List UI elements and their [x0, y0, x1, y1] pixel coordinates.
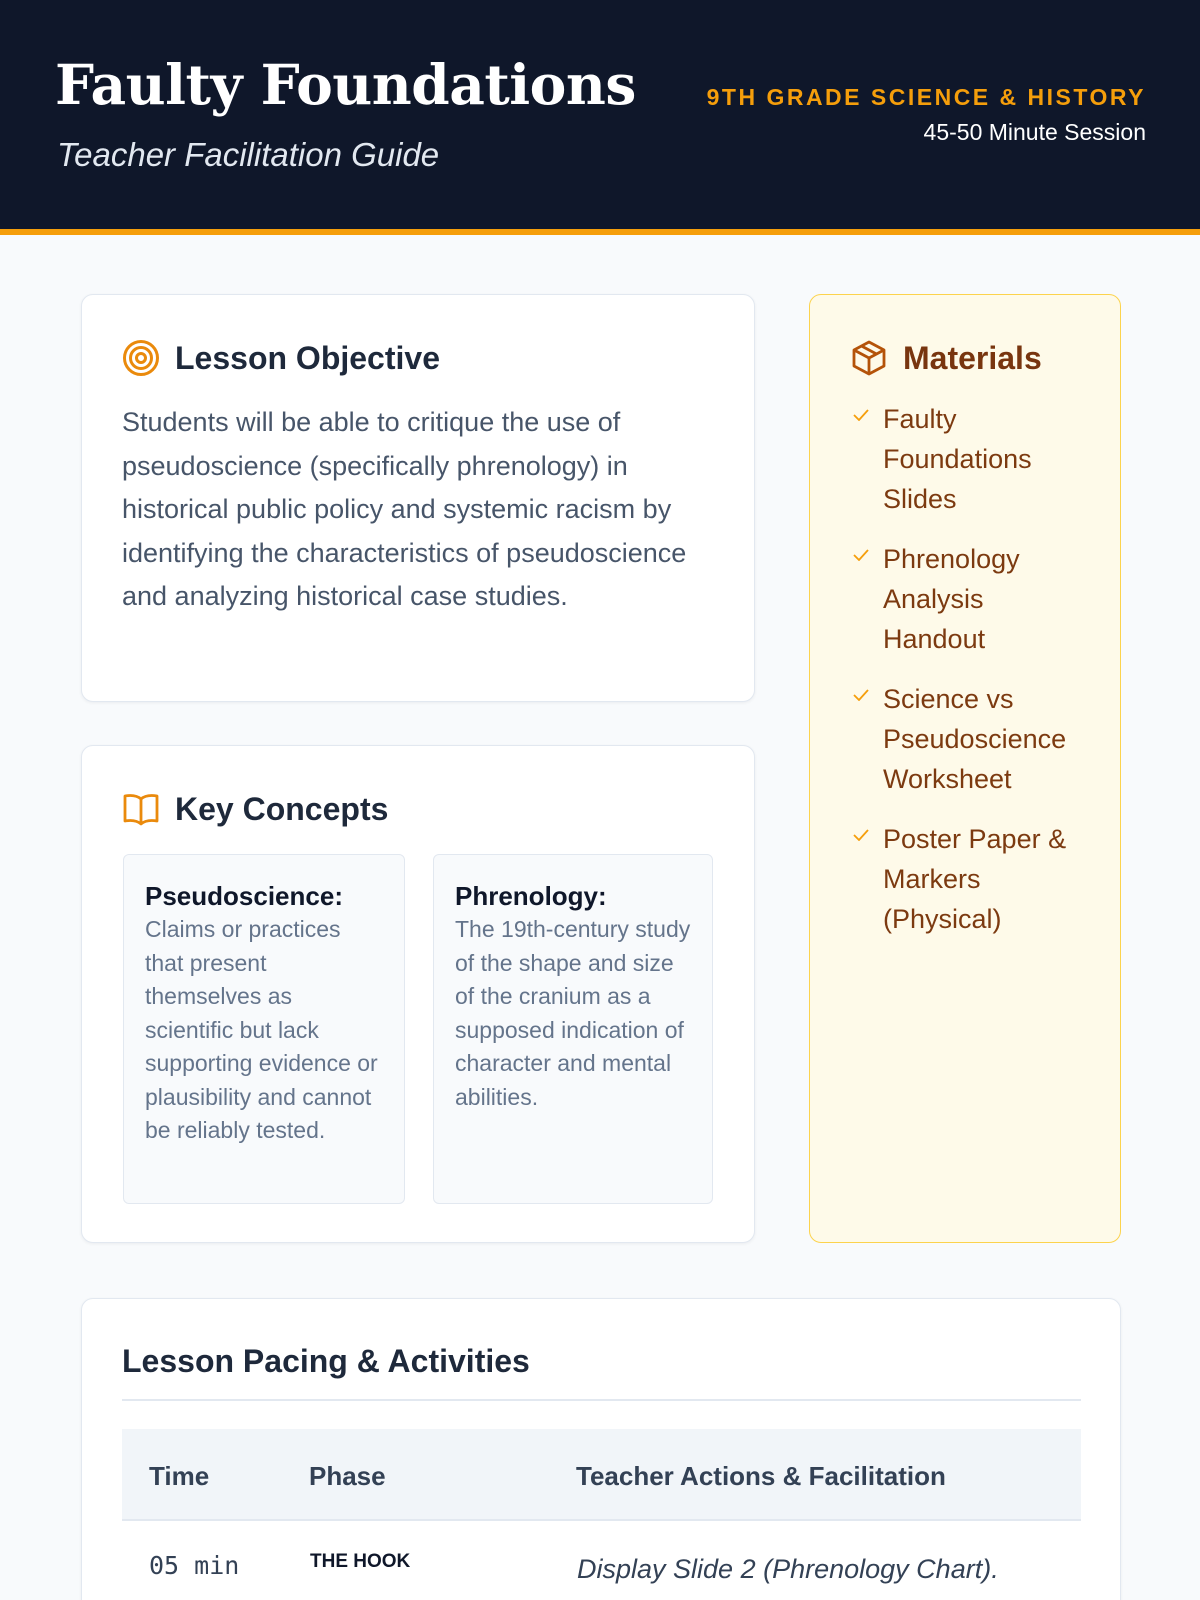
concept-pseudoscience: [123, 854, 405, 1204]
material-label: Phrenology Analysis Handout: [883, 544, 1020, 654]
table-cell-actions: Display Slide 2 (Phrenology Chart).: [577, 1554, 999, 1584]
materials-heading: Materials: [903, 339, 1042, 376]
check-icon: [853, 689, 869, 701]
page-subtitle: Teacher Facilitation Guide: [57, 136, 440, 173]
grade-label: 9TH GRADE SCIENCE & HISTORY: [706, 84, 1146, 110]
objective-heading: Lesson Objective: [175, 339, 440, 376]
concept-definition: Claims or practices that present themselves as scientific but lack supporting evidence or plausibility and cannot be reliably tested.: [145, 916, 378, 1143]
page-header: [0, 0, 1200, 235]
material-label: Science vs Pseudoscience Worksheet: [883, 684, 1067, 794]
materials-header: [850, 339, 1042, 377]
key-concepts-card: [81, 745, 755, 1243]
check-icon: [853, 829, 869, 841]
list-item: [853, 399, 1093, 519]
table-cell-phase: THE HOOK: [310, 1551, 411, 1572]
objective-header: [122, 339, 440, 377]
column-header-time: Time: [149, 1461, 210, 1491]
concept-term: Pseudoscience:: [145, 881, 343, 911]
materials-list: [853, 399, 1093, 959]
list-item: [853, 819, 1093, 939]
column-header-actions: Teacher Actions & Facilitation: [576, 1461, 946, 1491]
page-title: Faulty Foundations: [55, 52, 636, 117]
package-icon: [850, 339, 888, 377]
lesson-objective-card: [81, 294, 755, 702]
lesson-pacing-card: [81, 1298, 1121, 1600]
concepts-heading: Key Concepts: [175, 790, 389, 827]
concept-phrenology: [433, 854, 713, 1204]
list-item: [853, 539, 1093, 659]
material-label: Poster Paper & Markers (Physical): [883, 824, 1067, 934]
pacing-heading: Lesson Pacing & Activities: [122, 1343, 530, 1379]
material-label: Faulty Foundations Slides: [883, 404, 1032, 514]
list-item: [853, 679, 1093, 799]
table-header: [122, 1429, 1081, 1521]
concepts-header: [122, 790, 388, 828]
divider: [122, 1399, 1081, 1401]
concept-term: Phrenology:: [455, 881, 607, 911]
objective-text: Students will be able to critique the use of pseudoscience (specifically phrenology) in historical public policy and systemic racism by identifying the characteristics of pseudoscience and analyzing historical case studies.: [122, 407, 687, 611]
table-cell-time: 05 min: [149, 1551, 240, 1580]
target-icon: [122, 339, 160, 377]
book-open-icon: [122, 790, 160, 828]
session-length: 45-50 Minute Session: [923, 119, 1146, 145]
check-icon: [853, 549, 869, 561]
materials-card: [809, 294, 1121, 1243]
column-header-phase: Phase: [309, 1461, 386, 1491]
check-icon: [853, 409, 869, 421]
concept-definition: The 19th-century study of the shape and size of the cranium as a supposed indication of character and mental abilities.: [455, 916, 691, 1110]
